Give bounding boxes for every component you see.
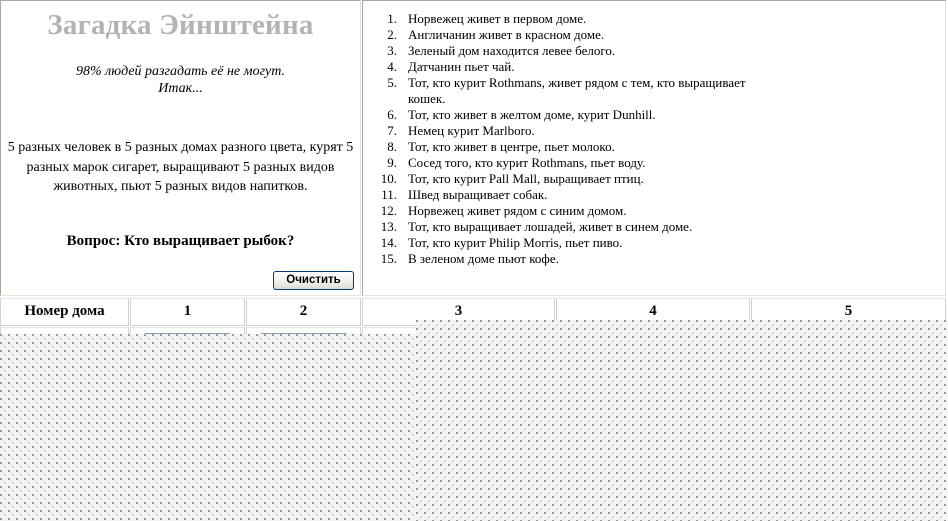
- header-house-number: Номер дома: [0, 298, 129, 326]
- rule-text: Норвежец живет в первом доме.: [408, 11, 587, 26]
- dotted-overlay-right: [416, 320, 948, 521]
- rule-item: [373, 11, 933, 27]
- rule-number: 7.: [387, 123, 397, 138]
- rule-item: [373, 171, 933, 187]
- subtitle-line-2: Итак...: [158, 81, 203, 96]
- rule-item: [373, 203, 933, 219]
- intro-panel: [0, 0, 361, 296]
- rule-item: [373, 123, 933, 139]
- rule-number: 14.: [380, 235, 397, 250]
- rule-text: Сосед того, кто курит Rothmans, пьет воду.: [408, 155, 646, 170]
- rule-text: Тот, кто курит Pall Mall, выращивает птиц.: [408, 171, 644, 186]
- rule-item: [373, 139, 933, 155]
- rule-item: [373, 107, 933, 123]
- rule-number: 4.: [387, 59, 397, 74]
- rule-text: Тот, кто живет в желтом доме, курит Dunhill.: [408, 107, 656, 122]
- rule-number: 3.: [387, 43, 397, 58]
- rule-text: Тот, кто курит Rothmans, живет рядом с тем, кто выращивает кошек.: [408, 75, 746, 106]
- rule-text: Швед выращивает собак.: [408, 187, 548, 202]
- rule-item: [373, 155, 933, 171]
- rule-text: Тот, кто выращивает лошадей, живет в синем доме.: [408, 219, 693, 234]
- rule-text: В зеленом доме пьют кофе.: [408, 251, 559, 266]
- header-column-3: 3: [362, 298, 555, 326]
- rule-number: 12.: [380, 203, 397, 218]
- clear-button[interactable]: Очистить: [273, 271, 354, 290]
- rule-text: Тот, кто живет в центре, пьет молоко.: [408, 139, 615, 154]
- header-column-4: 4: [556, 298, 750, 326]
- rule-item: [373, 235, 933, 251]
- puzzle-description: 5 разных человек в 5 разных домах разного цвета, курят 5 разных марок сигарет, выращивают 5 разных видов животных, пьют 5 разных видов напитков.: [7, 140, 354, 194]
- rule-text: Тот, кто курит Philip Morris, пьет пиво.: [408, 235, 623, 250]
- puzzle-question: Вопрос: Кто выращивает рыбок?: [66, 233, 295, 249]
- subtitle-line-1: 98% людей разгадать её не могут.: [75, 64, 286, 79]
- rule-number: 10.: [380, 171, 397, 186]
- subtitle: [1, 63, 360, 97]
- header-column-5: 5: [751, 298, 946, 326]
- rule-text: Норвежец живет рядом с синим домом.: [408, 203, 627, 218]
- rule-number: 11.: [381, 187, 397, 202]
- dotted-overlay-left: [0, 334, 416, 521]
- rule-item: [373, 251, 933, 267]
- rule-text: Немец курит Marlboro.: [408, 123, 535, 138]
- rule-item: [373, 27, 933, 43]
- rule-number: 15.: [380, 251, 397, 266]
- rule-number: 8.: [387, 139, 397, 154]
- rule-text: Англичанин живет в красном доме.: [408, 27, 605, 42]
- header-column-2: 2: [246, 298, 361, 326]
- rule-item: [373, 59, 933, 75]
- rule-item: [373, 43, 933, 59]
- rule-number: 2.: [387, 27, 397, 42]
- rule-item: [373, 75, 933, 107]
- rule-text: Датчанин пьет чай.: [408, 59, 515, 74]
- rule-number: 6.: [387, 107, 397, 122]
- rule-item: [373, 187, 933, 203]
- rule-number: 13.: [380, 219, 397, 234]
- rule-number: 1.: [387, 11, 397, 26]
- rules-panel: [362, 0, 946, 296]
- header-column-1: 1: [130, 298, 245, 326]
- rule-number: 9.: [387, 155, 397, 170]
- rule-number: 5.: [387, 75, 397, 90]
- page-title: Загадка Эйнштейна: [47, 9, 314, 41]
- rule-item: [373, 219, 933, 235]
- rules-list: [373, 11, 933, 267]
- rule-text: Зеленый дом находится левее белого.: [408, 43, 616, 58]
